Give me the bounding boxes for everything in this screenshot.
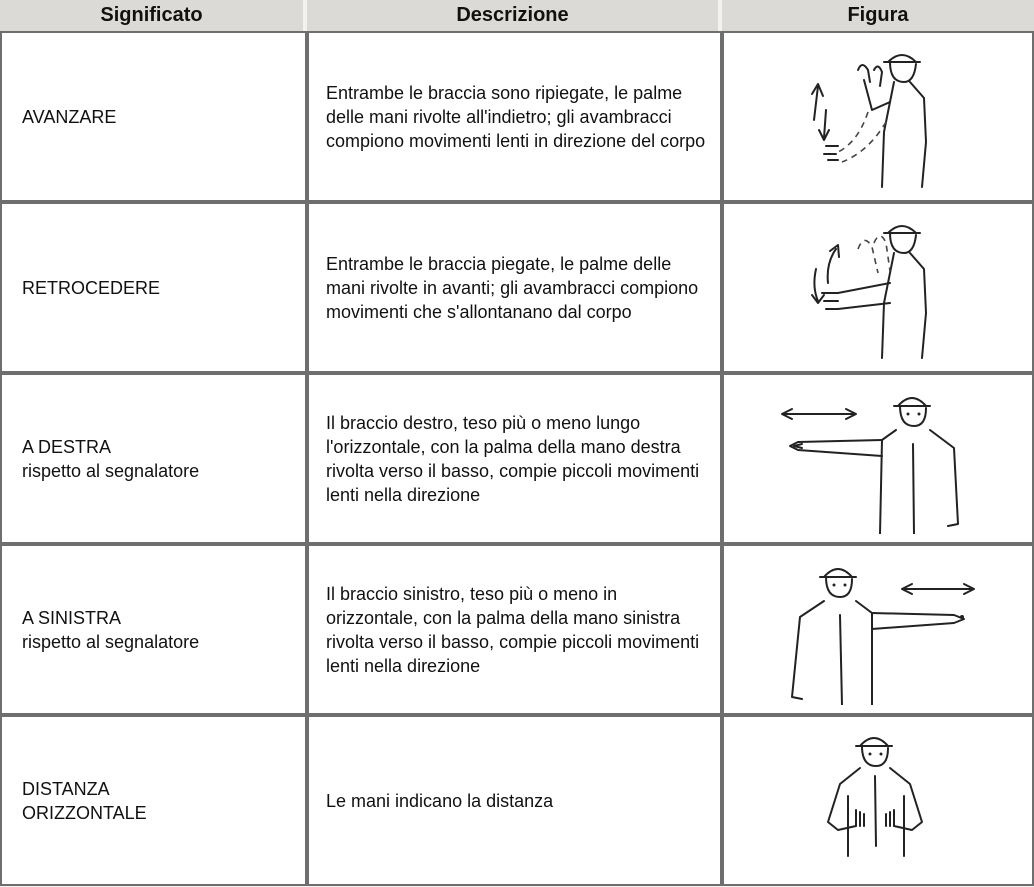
figure-cell <box>722 373 1034 544</box>
table-row <box>0 715 1034 886</box>
meaning-subtext: rispetto al segnalatore <box>22 460 200 481</box>
description-cell: Entrambe le braccia sono ripiegate, le palme delle mani rivolte all'indietro; gli avambracci compiono movimenti lenti in direzione del corpo <box>307 31 722 202</box>
signaler-right-icon <box>768 384 988 534</box>
figure-cell <box>722 202 1034 373</box>
header-description: Descrizione <box>307 0 722 31</box>
meaning-cell <box>0 715 307 886</box>
table-row <box>0 202 1034 373</box>
meaning-subtext: rispetto al segnalatore <box>22 631 200 652</box>
figure-cell <box>722 31 1034 202</box>
meaning-text: RETROCEDERE <box>22 277 161 298</box>
figure-cell <box>722 544 1034 715</box>
meaning-text: DISTANZA <box>22 778 110 799</box>
signaler-left-icon <box>768 555 988 705</box>
meaning-text: A DESTRA <box>22 436 112 457</box>
table-row <box>0 31 1034 202</box>
meaning-cell <box>0 544 307 715</box>
description-cell: Entrambe le braccia piegate, le palme delle mani rivolte in avanti; gli avambracci compiono movimenti che s'allontanano dal corpo <box>307 202 722 373</box>
table-row <box>0 373 1034 544</box>
table-row <box>0 544 1034 715</box>
meaning-subtext: ORIZZONTALE <box>22 802 147 823</box>
description-cell: Il braccio sinistro, teso più o meno in orizzontale, con la palma della mano sinistra rivolta verso il basso, compie piccoli movimenti lenti nella direzione <box>307 544 722 715</box>
description-cell: Le mani indicano la distanza <box>307 715 722 886</box>
description-cell: Il braccio destro, teso più o meno lungo l'orizzontale, con la palma della mano destra rivolta verso il basso, compie piccoli movimenti lenti nella direzione <box>307 373 722 544</box>
meaning-cell <box>0 373 307 544</box>
figure-cell <box>722 715 1034 886</box>
meaning-text: AVANZARE <box>22 106 117 127</box>
header-meaning: Significato <box>0 0 307 31</box>
meaning-text: A SINISTRA <box>22 607 122 628</box>
header-figure: Figura <box>722 0 1034 31</box>
meaning-cell <box>0 31 307 202</box>
signaler-reverse-icon <box>798 213 958 363</box>
signaler-distance-icon <box>798 726 958 876</box>
signaler-advance-icon <box>798 42 958 192</box>
meaning-cell <box>0 202 307 373</box>
table-header-row <box>0 0 1034 31</box>
